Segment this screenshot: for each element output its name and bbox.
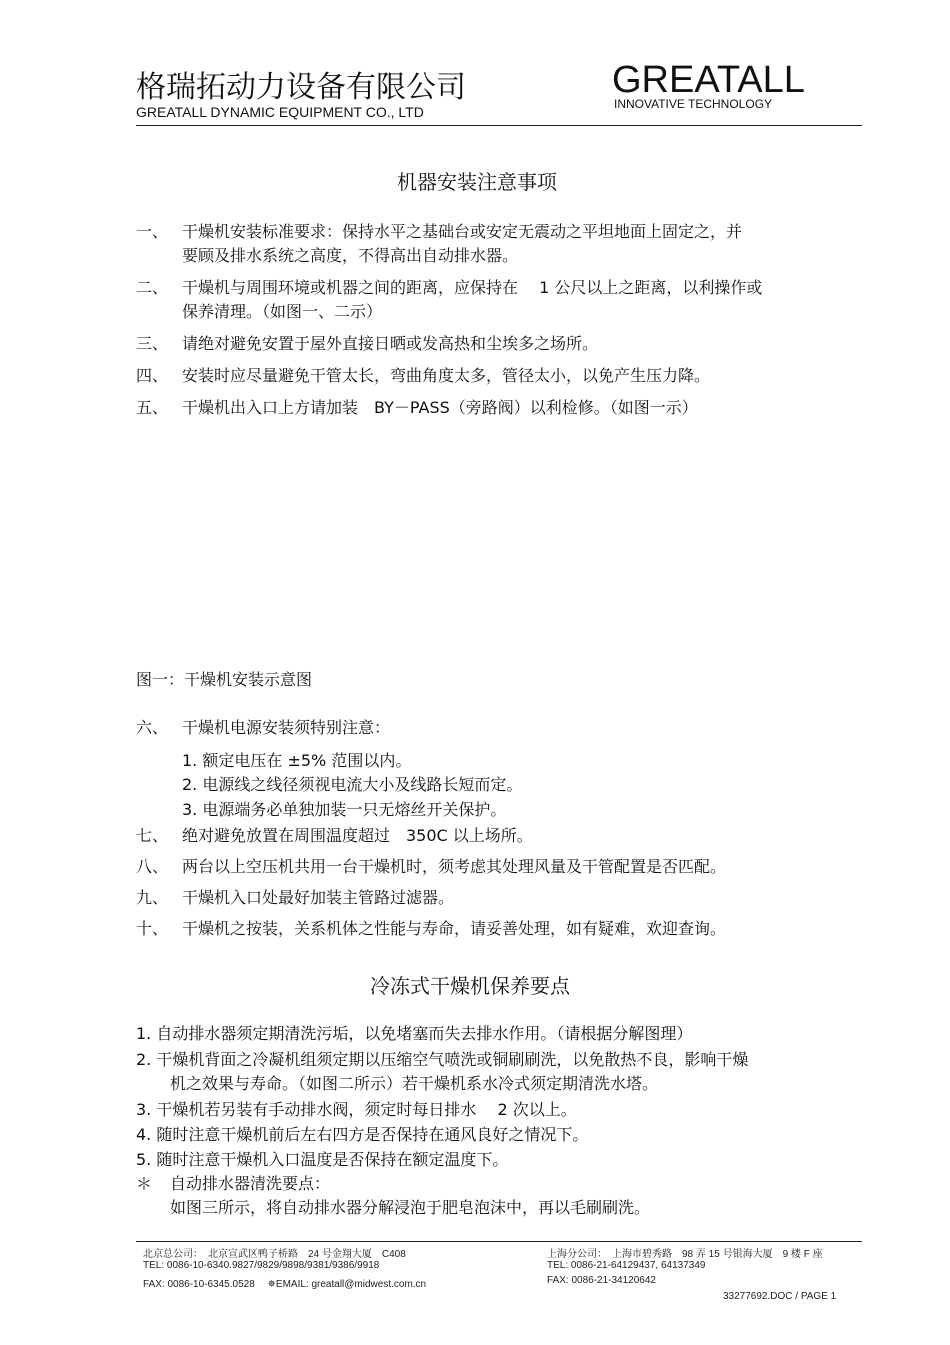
- item-text: 绝对避免放置在周围温度超过 350C 以上场所。: [182, 826, 533, 845]
- document-reference: 33277692.DOC / PAGE 1: [723, 1291, 837, 1302]
- shanghai-fax: FAX: 0086-21-34120642: [547, 1275, 656, 1286]
- drain-cleaning-title: 自动排水器清洗要点：: [170, 1174, 331, 1193]
- item-number: 二、: [136, 278, 169, 297]
- brand-tagline: INNOVATIVE TECHNOLOGY: [614, 97, 773, 111]
- maintenance-item-5: 5. 随时注意干燥机入口温度是否保持在额定温度下。: [136, 1150, 509, 1169]
- maintenance-item-1: 1. 自动排水器须定期清洗污垢，以免堵塞而失去排水作用。（请根据分解图理）: [136, 1024, 693, 1043]
- drain-cleaning-text: 如图三所示，将自动排水器分解浸泡于肥皂泡沫中，再以毛刷刷洗。: [170, 1198, 651, 1217]
- install-item-1: [136, 220, 862, 270]
- maintenance-item-2-cont: 机之效果与寿命。（如图二所示）若干燥机系水冷式须定期清洗水塔。: [170, 1074, 659, 1093]
- maintenance-item-2: 2. 干燥机背面之冷凝机组须定期以压缩空气喷洗或铜刷刷洗，以免散热不良，影响干燥: [136, 1050, 749, 1069]
- maintenance-item-4: 4. 随时注意干燥机前后左右四方是否保持在通风良好之情况下。: [136, 1125, 589, 1144]
- asterisk-mark: ＊: [136, 1174, 153, 1193]
- item-text: 两台以上空压机共用一台干燥机时，须考虑其处理风量及干管配置是否匹配。: [182, 857, 727, 876]
- brand-logo-text: GREATALL: [612, 59, 805, 101]
- beijing-address: 北京总公司： 北京宣武区鸭子桥路 24 号金翔大厦 C408: [143, 1249, 406, 1260]
- footer-divider: [136, 1241, 862, 1242]
- item-number: 五、: [136, 398, 169, 417]
- item-number: 一、: [136, 222, 169, 241]
- install-section-title: 机器安装注意事项: [397, 170, 557, 194]
- item-number: 十、: [136, 919, 169, 938]
- item-text: 安装时应尽量避免干管太长，弯曲角度太多，管径太小，以免产生压力降。: [182, 366, 711, 385]
- item-text: 干燥机与周围环境或机器之间的距离，应保持在 1 公尺以上之距离，以利操作或: [182, 278, 763, 297]
- power-sub-item-2: 2. 电源线之线径须视电流大小及线路长短而定。: [182, 775, 523, 794]
- item-number: 九、: [136, 888, 169, 907]
- item-text: 干燥机之按装，关系机体之性能与寿命，请妥善处理，如有疑难，欢迎查询。: [182, 919, 727, 938]
- item-number: 四、: [136, 366, 169, 385]
- company-name-en: GREATALL DYNAMIC EQUIPMENT CO., LTD: [136, 104, 424, 120]
- figure-placeholder: [136, 425, 862, 655]
- beijing-tel: TEL: 0086-10-6340.9827/9829/9898/9381/9386/9918: [143, 1260, 380, 1271]
- install-item-10: [136, 917, 862, 943]
- install-item-2: [136, 276, 862, 326]
- power-sub-item-3: 3. 电源端务必单独加装一只无熔丝开关保护。: [182, 800, 507, 819]
- item-number: 八、: [136, 857, 169, 876]
- item-text: 干燥机电源安装须特别注意：: [182, 718, 391, 737]
- install-item-6: [136, 716, 862, 742]
- beijing-fax-email: FAX: 0086-10-6345.0528 ✵EMAIL: greatall@midwest.com.cn: [143, 1279, 427, 1290]
- company-name-cn: 格瑞拓动力设备有限公司: [136, 70, 466, 105]
- install-item-3: [136, 332, 862, 358]
- item-text: 干燥机出入口上方请加装 BY－PASS（旁路阀）以利检修。（如图一示）: [182, 398, 698, 417]
- item-number: 六、: [136, 718, 169, 737]
- item-number: 七、: [136, 826, 169, 845]
- maintenance-section-title: 冷冻式干燥机保养要点: [370, 974, 570, 998]
- install-item-7: [136, 824, 862, 850]
- item-text: 请绝对避免安置于屋外直接日晒或发高热和尘埃多之场所。: [182, 334, 599, 353]
- item-text: 干燥机安装标准要求：保持水平之基础台或安定无震动之平坦地面上固定之，并: [182, 222, 743, 241]
- shanghai-tel: TEL: 0086-21-64129437, 64137349: [547, 1260, 706, 1271]
- install-item-4: [136, 364, 862, 390]
- install-item-8: [136, 855, 862, 881]
- power-sub-item-1: 1. 额定电压在 ±5% 范围以内。: [182, 751, 412, 770]
- figure-caption: 图一：干燥机安装示意图: [136, 670, 313, 689]
- item-text-cont: 要顾及排水系统之高度，不得高出自动排水器。: [182, 246, 519, 265]
- item-text: 干燥机入口处最好加装主管路过滤器。: [182, 888, 455, 907]
- item-text-cont: 保养清理。（如图一、二示）: [182, 302, 383, 321]
- install-item-9: [136, 886, 862, 912]
- maintenance-item-3: 3. 干燥机若另装有手动排水阀，须定时每日排水 2 次以上。: [136, 1100, 577, 1119]
- shanghai-address: 上海分公司： 上海市碧秀路 98 弄 15 号银海大厦 9 楼 F 座: [547, 1249, 823, 1260]
- header-divider: [136, 125, 862, 126]
- install-item-5: [136, 396, 862, 422]
- item-number: 三、: [136, 334, 169, 353]
